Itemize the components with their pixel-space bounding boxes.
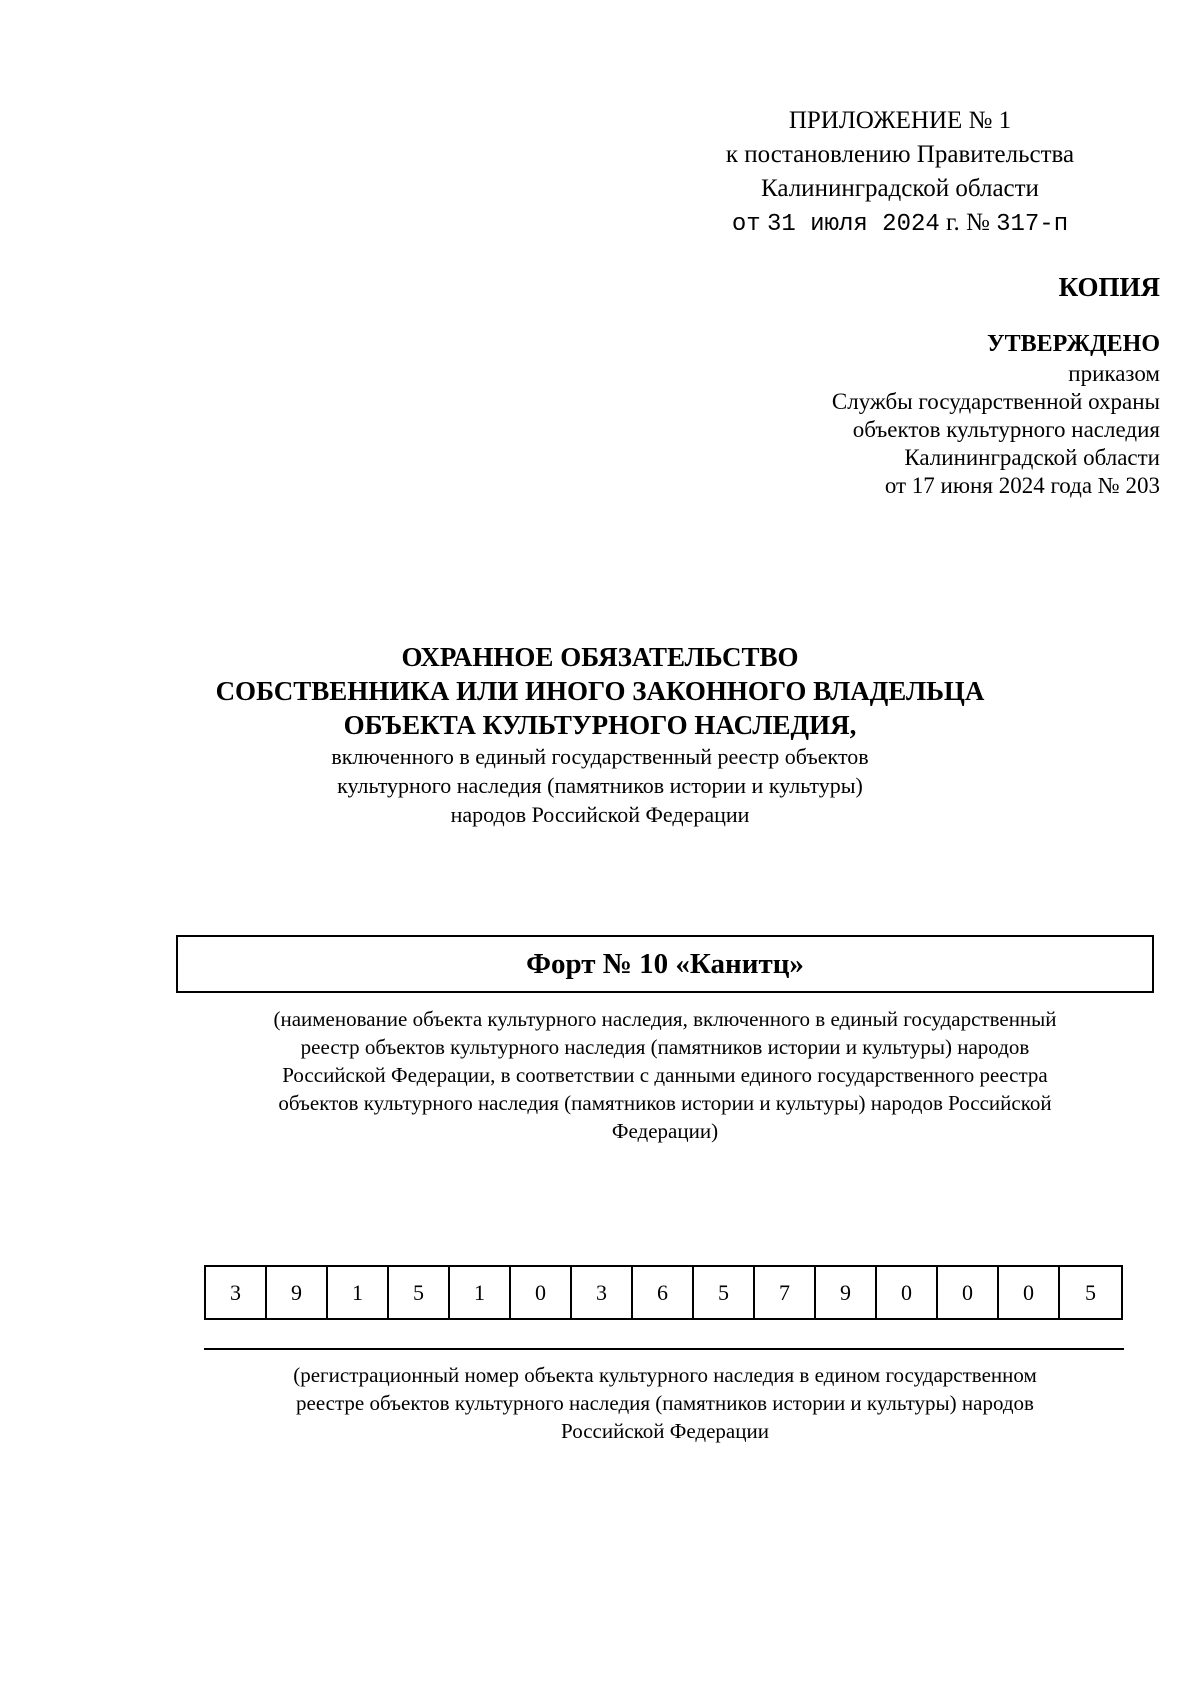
approved-line: приказом (1068, 361, 1160, 386)
registration-digit-cell: 9 (267, 1267, 328, 1318)
caption-line: реестре объектов культурного наследия (памятников истории и культуры) народов (296, 1391, 1034, 1415)
subtitle-line: культурного наследия (памятников истории и культуры) (337, 773, 863, 798)
object-name: Форт № 10 «Канитц» (526, 947, 804, 980)
caption-line: объектов культурного наследия (памятников истории и культуры) народов Российской (278, 1091, 1052, 1115)
caption-line: Российской Федерации (561, 1419, 769, 1443)
registration-digit-cell: 5 (1085, 1279, 1096, 1305)
appendix-line-resolution: к постановлению Правительства (725, 141, 1075, 168)
registration-digit-cell: 0 (938, 1267, 999, 1318)
registration-digit-cell: 5 (694, 1267, 755, 1318)
document-title (0, 640, 1200, 829)
approved-block (640, 328, 1160, 500)
approved-heading: УТВЕРЖДЕНО (986, 331, 1160, 357)
registration-digit-cell: 0 (999, 1267, 1060, 1318)
registration-divider (204, 1348, 1124, 1350)
caption-line: реестр объектов культурного наследия (памятников истории и культуры) народов (300, 1035, 1030, 1059)
object-name-box (176, 935, 1154, 993)
registration-number-grid (204, 1265, 1123, 1320)
registration-digit-cell: 7 (755, 1267, 816, 1318)
registration-digit-cell: 0 (511, 1267, 572, 1318)
registration-digit-cell: 1 (328, 1267, 389, 1318)
subtitle-line: народов Российской Федерации (450, 802, 750, 827)
title-line: СОБСТВЕННИКА ИЛИ ИНОГО ЗАКОННОГО ВЛАДЕЛЬЦА (215, 676, 985, 706)
registration-digit-cell: 3 (572, 1267, 633, 1318)
title-line: ОХРАННОЕ ОБЯЗАТЕЛЬСТВО (401, 642, 799, 672)
registration-digit-cell: 6 (633, 1267, 694, 1318)
appendix-title: ПРИЛОЖЕНИЕ № 1 (788, 107, 1012, 134)
approved-line: Калининградской области (904, 445, 1160, 470)
object-name-caption (176, 1005, 1154, 1145)
registration-digit-cell: 5 (389, 1267, 450, 1318)
appendix-number: 317-п (996, 211, 1069, 238)
appendix-header (690, 104, 1110, 242)
title-line: ОБЪЕКТА КУЛЬТУРНОГО НАСЛЕДИЯ, (343, 710, 857, 740)
appendix-number-label: г. № (946, 209, 990, 236)
caption-line: (наименование объекта культурного наследия, включенного в единый государственный (273, 1007, 1057, 1031)
registration-digit-cell: 3 (206, 1267, 267, 1318)
approved-line: Службы государственной охраны (831, 389, 1160, 414)
appendix-line-date (690, 206, 1110, 242)
registration-digit-cell: 0 (877, 1267, 938, 1318)
caption-line: (регистрационный номер объекта культурного наследия в едином государственном (293, 1363, 1037, 1387)
caption-line: Федерации) (611, 1119, 719, 1143)
registration-digit-cell: 9 (816, 1267, 877, 1318)
registration-caption (176, 1361, 1154, 1445)
appendix-line-region: Калининградской области (761, 175, 1039, 202)
appendix-date-prefix: от (731, 211, 761, 238)
caption-line: Российской Федерации, в соответствии с данными единого государственного реестра (282, 1063, 1048, 1087)
copy-stamp: КОПИЯ (1058, 272, 1160, 302)
approved-line: объектов культурного наследия (852, 417, 1160, 442)
approved-line: от 17 июня 2024 года № 203 (884, 473, 1160, 498)
subtitle-line: включенного в единый государственный реестр объектов (331, 744, 869, 769)
registration-digit-cell: 1 (450, 1267, 511, 1318)
appendix-date: 31 июля 2024 (766, 211, 940, 238)
